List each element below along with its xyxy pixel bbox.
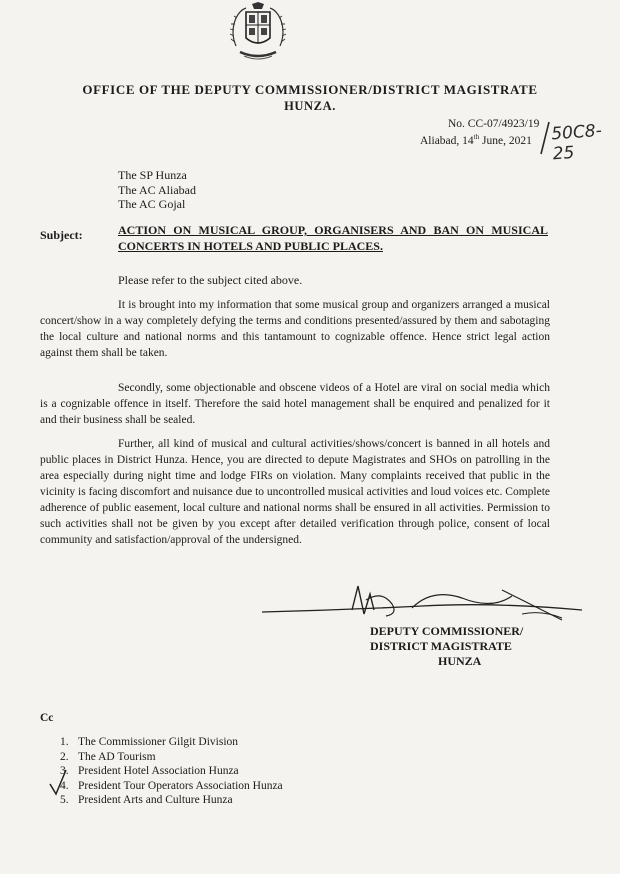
signatory-title: DISTRICT MAGISTRATE [370,639,512,653]
addressee: The SP Hunza [118,168,187,182]
addressee: The AC Aliabad [118,182,196,197]
handwritten-tick-icon [48,768,68,798]
addressee-list [118,168,196,212]
body-paragraph: Further, all kind of musical and cultural activities/shows/concert is banned in all hotels and public places in District Hunza. Hence, you are directed to depute Magistrates and SHOs on patrolling in the area especially during night time and lodge FIRs on violation. Many complaints received that public in the vicinity is facing discomfort and nuisance due to uncontrolled musical activities and loud voices etc. Complete adherence of public easement, local culture and national norms shall be ensured in all activities. Permission to such activities shall not be given by you except after detailed verification through police, consent of local community and satisfaction/approval of the undersigned. [40,438,550,546]
reference-number: No. CC-07/4923/19 [448,118,540,130]
handwritten-reference: 50C8-25 [550,120,603,165]
body-paragraph: It is brought into my information that some musical group and organizers arranged a musical concert/show in a way completely defying the terms and conditions presented/assured by them and sabotaging the local culture and national norms and this tantamount to cognizable offence. Hence strict legal action against them shall be taken. [40,299,550,359]
government-crest-icon [226,2,290,64]
cc-item: 3. President Hotel Association Hunza [60,765,239,777]
subject-label: Subject: [40,228,83,242]
body-paragraph: Secondly, some objectionable and obscene videos of a Hotel are viral on social media which is a cognizable offence in itself. Therefore the said hotel management shall be enquired and penalized for it and their business shall be sealed. [40,382,550,426]
cc-item: 5. President Arts and Culture Hunza [60,794,233,806]
subject-text: ACTION ON MUSICAL GROUP, ORGANISERS AND BAN ON MUSICAL CONCERTS IN HOTELS AND PUBLIC PLACES. [118,223,548,253]
opening-line: Please refer to the subject cited above. [118,273,303,287]
cc-list [60,735,283,808]
addressee: The AC Gojal [118,197,186,211]
cc-item: 4. President Tour Operators Association Hunza [60,779,283,792]
letter-date: Aliabad, 14th June, 2021 [420,133,532,147]
cc-item: 1. The Commissioner Gilgit Division [60,736,239,748]
office-title: OFFICE OF THE DEPUTY COMMISSIONER/DISTRICT MAGISTRATE [82,82,538,97]
signatory-title: DEPUTY COMMISSIONER/ [370,624,524,638]
cc-label: Cc [40,712,54,724]
handwritten-signature [262,580,592,624]
office-location: HUNZA. [284,99,336,113]
cc-item: 2. The AD Tourism [60,750,156,763]
signatory-block [370,624,570,669]
signatory-location: HUNZA [438,654,482,668]
